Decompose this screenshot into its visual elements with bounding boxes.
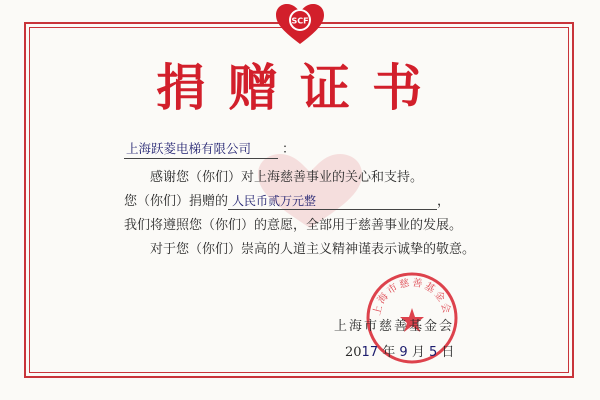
date-month-unit: 月 <box>411 345 425 360</box>
date-year-prefix: 20 <box>345 345 362 360</box>
donation-prefix: 您（你们）捐赠的 <box>124 194 229 209</box>
respect-paragraph: 对于您（你们）崇高的人道主义精神谨表示诚挚的敬意。 <box>150 242 476 257</box>
svg-text:上海市慈善基金会: 上海市慈善基金会 <box>371 277 453 317</box>
certificate-body <box>124 166 479 262</box>
recipient-name: 上海跃菱电梯有限公司 <box>124 140 278 159</box>
donation-suffix: ， <box>437 194 451 209</box>
date-year-suffix: 17 <box>361 345 379 360</box>
svg-text:SCF: SCF <box>291 16 309 26</box>
usage-paragraph: 我们将遵照您（你们）的意愿，全部用于慈善事业的发展。 <box>124 218 463 233</box>
date-day: 5 <box>428 345 438 360</box>
donation-paragraph <box>124 190 479 214</box>
issuer-name: 上海市慈善基金会 <box>334 319 455 334</box>
issue-date <box>345 341 454 360</box>
date-month: 9 <box>399 345 408 360</box>
date-day-unit: 日 <box>441 345 455 360</box>
donation-amount: 人民币贰万元整 <box>228 193 437 210</box>
recipient-colon: ： <box>282 142 296 157</box>
recipient-line <box>124 140 295 159</box>
thanks-paragraph: 感谢您（你们）对上海慈善事业的关心和支持。 <box>150 170 424 185</box>
date-year-unit: 年 <box>382 345 396 360</box>
certificate-title: 捐赠证书 <box>156 59 444 117</box>
scf-heart-emblem-icon <box>274 2 326 46</box>
